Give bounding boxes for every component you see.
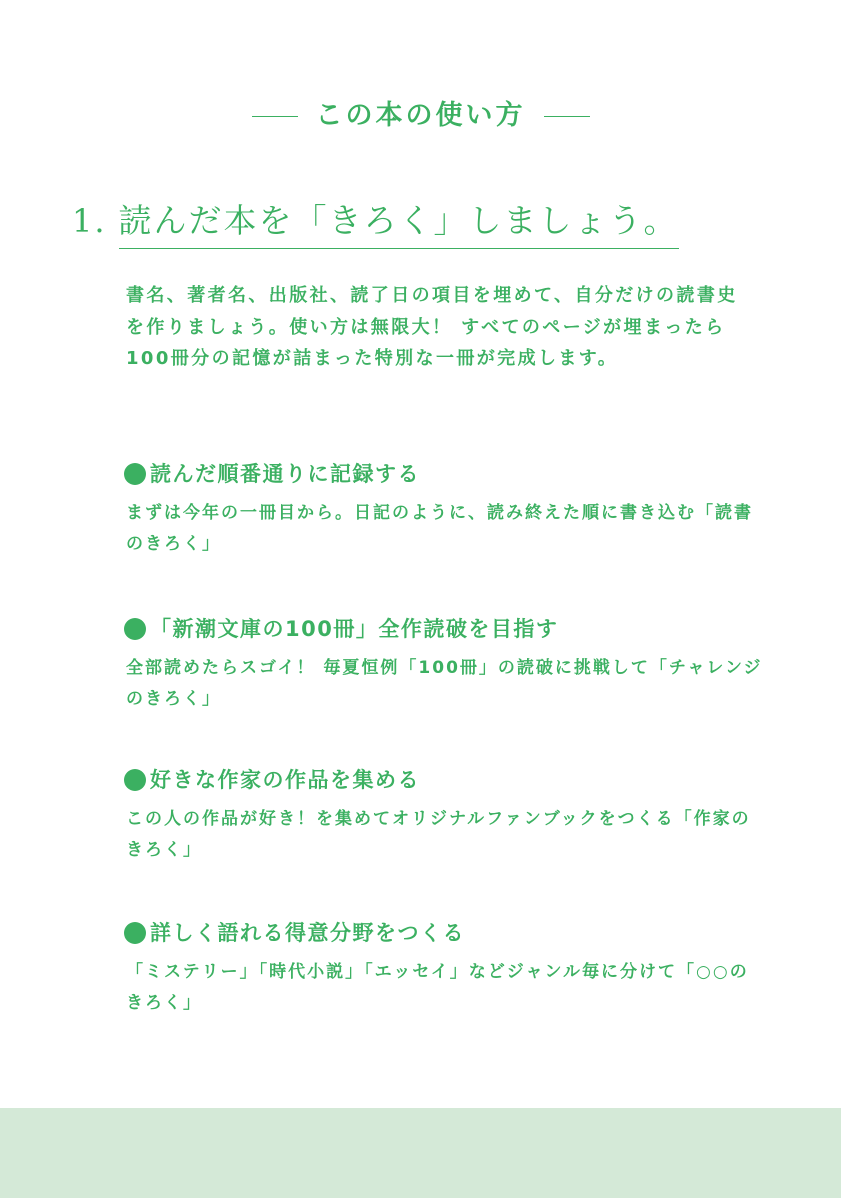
usage-item-body: この人の作品が好き！を集めてオリジナルファンブックをつくる「作家のきろく」: [126, 809, 751, 860]
usage-item-genre: [124, 917, 764, 1019]
usage-item-heading-text: 「新潮文庫の100冊」全作読破を目指す: [150, 617, 559, 641]
usage-item-heading: [124, 458, 764, 490]
usage-item-body: 全部読めたらスゴイ！ 毎夏恒例「100冊」の読破に挑戦して「チャレンジのきろく」: [126, 658, 763, 709]
header-rule-left: [252, 116, 298, 117]
usage-item-heading-text: 好きな作家の作品を集める: [150, 768, 420, 792]
usage-item-heading: [124, 613, 764, 645]
usage-item-body: 「ミステリー」「時代小説」「エッセイ」などジャンル毎に分けて「○○のきろく」: [126, 962, 749, 1013]
section-title: 読んだ本を「きろく」しましょう。: [119, 198, 679, 249]
bullet-dot-icon: [124, 463, 146, 485]
bullet-dot-icon: [124, 769, 146, 791]
usage-item-heading: [124, 764, 764, 796]
page-header: [0, 96, 841, 136]
usage-item-heading: [124, 917, 764, 949]
usage-item-heading-text: 読んだ順番通りに記録する: [150, 462, 420, 486]
section-number: 1.: [72, 202, 107, 240]
usage-item-heading-text: 詳しく語れる得意分野をつくる: [150, 921, 465, 945]
page-title: この本の使い方: [315, 100, 526, 131]
usage-item-author: [124, 764, 764, 866]
usage-item-body: まずは今年の一冊目から。日記のように、読み終えた順に書き込む「読書のきろく」: [126, 503, 753, 554]
header-rule-right: [544, 116, 590, 117]
usage-item-challenge: [124, 613, 764, 715]
section-heading: [72, 198, 679, 249]
usage-item-chronological: [124, 458, 764, 560]
footer-band: [0, 1108, 841, 1198]
bullet-dot-icon: [124, 618, 146, 640]
bullet-dot-icon: [124, 922, 146, 944]
intro-paragraph: 書名、著者名、出版社、読了日の項目を埋めて、自分だけの読書史を作りましょう。使い方は無限大！ すべてのページが埋まったら100冊分の記憶が詰まった特別な一冊が完成します。: [126, 285, 738, 369]
